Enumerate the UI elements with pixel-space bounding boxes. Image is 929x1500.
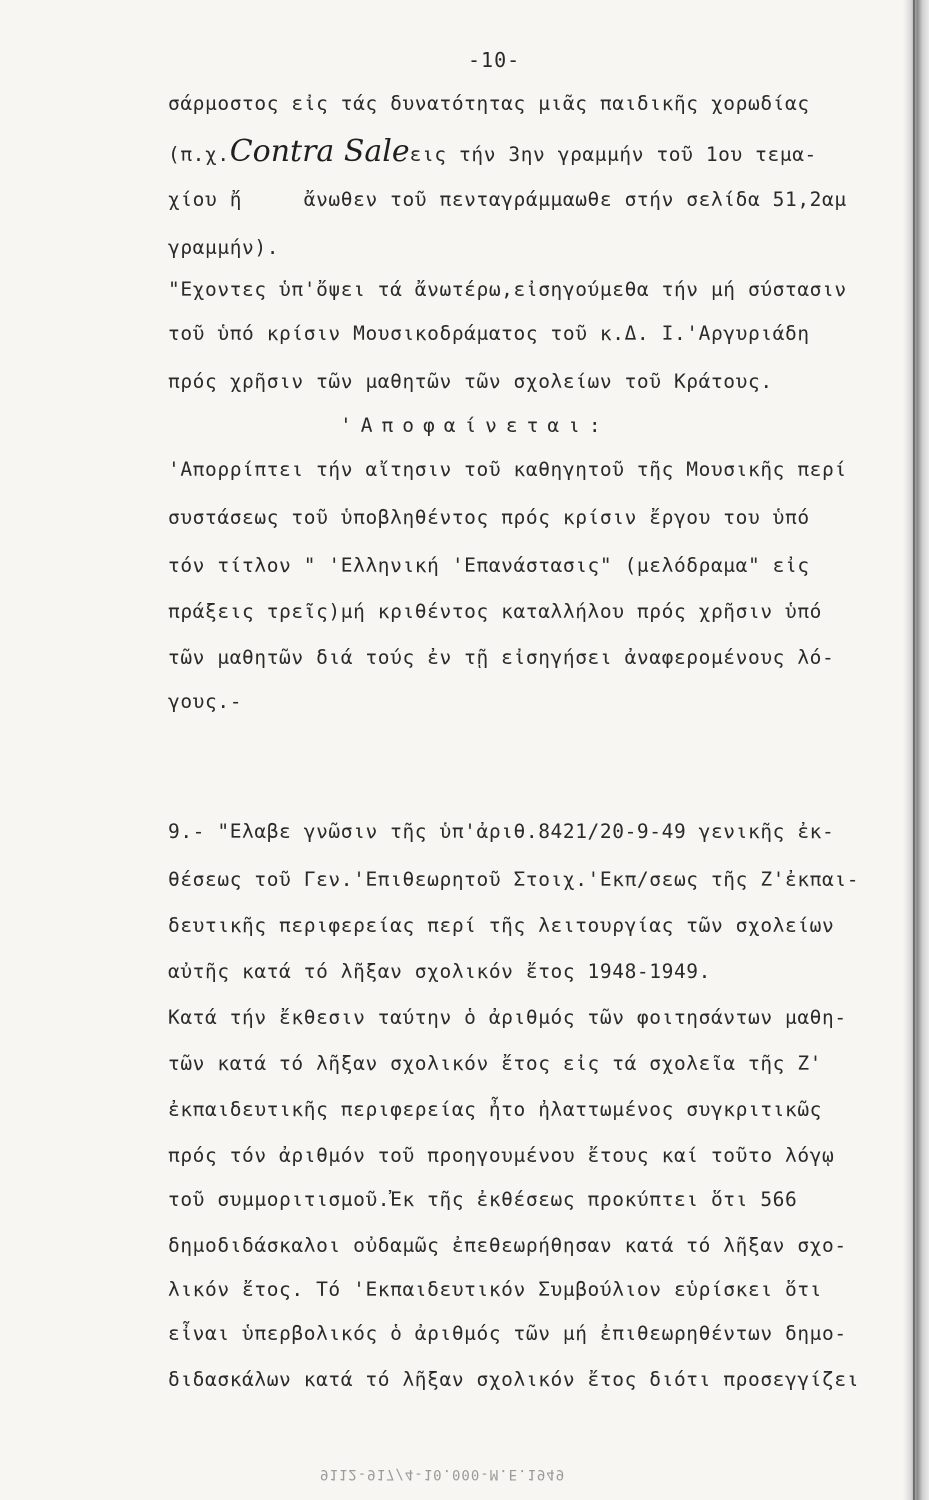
text-line-7: πρός χρῆσιν τῶν μαθητῶν τῶν σχολείων τοῦ Κράτους.	[168, 370, 773, 393]
text-line-19: τῶν κατά τό λῆξαν σχολικόν ἔτος εἰς τά σχολεῖα τῆς Ζ'	[168, 1052, 823, 1075]
text-line-15: θέσεως τοῦ Γεν.'Επιθεωρητοῦ Στοιχ.'Εκπ/σεως τῆς Ζ'ἐκπαι-	[168, 868, 860, 891]
text-line-1: σάρμοστος εἰς τάς δυνατότητας μιᾶς παιδικῆς χορωδίας	[168, 92, 810, 115]
text-line-13: γους.-	[168, 690, 243, 713]
text-line-3: χίου ἤ ἄνωθεν τοῦ πενταγράμμαωθε στήν σελίδα 51,2αμ	[168, 188, 847, 211]
text-line-2-suffix: εις τήν 3ην γραμμήν τοῦ 1ου τεμα-	[409, 143, 817, 166]
text-line-20: ἐκπαιδευτικῆς περιφερείας ἦτο ἠλαττωμένος συγκριτικῶς	[168, 1098, 823, 1121]
text-line-22: τοῦ συμμοριτισμοῦ.Ἐκ τῆς ἐκθέσεως προκύπτει ὅτι 566	[168, 1188, 798, 1211]
text-line-23: δημοδιδάσκαλοι οὐδαμῶς ἐπεθεωρήθησαν κατά τό λῆξαν σχο-	[168, 1234, 847, 1257]
page-edge-shadow	[903, 0, 929, 1500]
text-line-21: πρός τόν ἀριθμόν τοῦ προηγουμένου ἔτους καί τοῦτο λόγῳ	[168, 1144, 835, 1167]
text-line-17: αὐτῆς κατά τό λῆξαν σχολικόν ἔτος 1948-1949.	[168, 960, 711, 983]
text-line-10: τόν τίτλον " 'Ελληνική 'Επανάστασις" (μελόδραμα" εἰς	[168, 554, 810, 577]
printer-imprint: 9112-917/4-10.000-Μ.Ε.1949	[320, 1466, 566, 1482]
text-line-11: πράξεις τρεῖς)μή κριθέντος καταλλήλου πρός χρῆσιν ὑπό	[168, 600, 823, 623]
text-line-12: τῶν μαθητῶν διά τούς ἐν τῇ εἰσηγήσει ἀναφερομένους λό-	[168, 646, 835, 669]
text-line-24: λικόν ἔτος. Τό 'Εκπαιδευτικόν Συμβούλιον εὑρίσκει ὅτι	[168, 1278, 823, 1301]
text-line-25: εἶναι ὑπερβολικός ὁ ἀριθμός τῶν μή ἐπιθεωρηθέντων δημο-	[168, 1322, 847, 1345]
text-line-2-prefix: (π.χ.	[168, 143, 230, 166]
text-line-9: συστάσεως τοῦ ὑποβληθέντος πρός κρίσιν ἔργου του ὑπό	[168, 506, 810, 529]
text-line-14: 9.- "Ελαβε γνῶσιν τῆς ὑπ'ἀριθ.8421/20-9-49 γενικῆς ἐκ-	[168, 820, 835, 843]
text-line-5: "Εχοντες ὑπ'ὄψει τά ἄνωτέρω,εἰσηγούμεθα τήν μή σύστασιν	[168, 278, 847, 301]
text-line-26: διδασκάλων κατά τό λῆξαν σχολικόν ἔτος διότι προσεγγίζει	[168, 1368, 860, 1391]
handwritten-note: Contra Sale	[229, 134, 410, 169]
text-line-4: γραμμήν).	[168, 236, 280, 259]
text-line-18: Κατά τήν ἔκθεσιν ταύτην ὁ ἀριθμός τῶν φοιτησάντων μαθη-	[168, 1006, 847, 1029]
text-line-6: τοῦ ὑπό κρίσιν Μουσικοδράματος τοῦ κ.Δ. Ι.'Αργυριάδη	[168, 322, 810, 345]
text-line-16: δευτικῆς περιφερείας περί τῆς λειτουργίας τῶν σχολείων	[168, 914, 835, 937]
page-edge-line	[913, 0, 915, 1500]
text-line-2	[168, 134, 817, 169]
text-line-8: 'Απορρίπτει τήν αἴτησιν τοῦ καθηγητοῦ τῆς Μουσικῆς περί	[168, 458, 847, 481]
page-number: -10-	[468, 48, 521, 72]
decision-heading: 'Αποφαίνεται:	[340, 414, 610, 437]
